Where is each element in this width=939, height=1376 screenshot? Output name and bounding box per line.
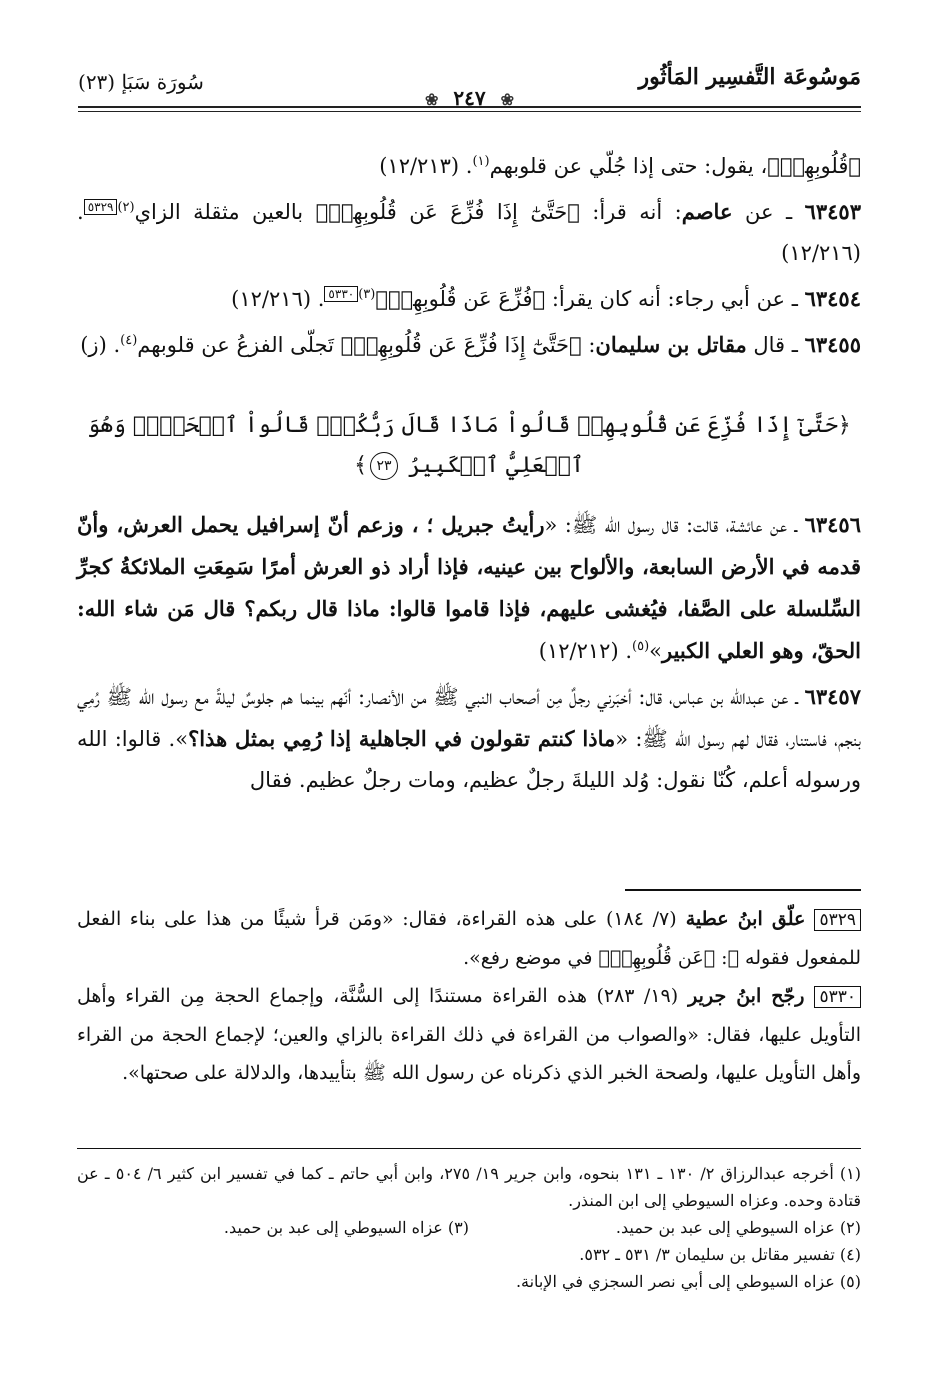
volume-reference: (١٢/٢١٦) <box>781 241 861 265</box>
footnote-marker: (٣) <box>358 287 376 302</box>
hadith-number: ٦٣٤٥٥ <box>804 332 861 357</box>
paragraph: ٦٣٤٥٥ ـ قال مقاتل بن سليمان: ﴿حَتَّىٰٓ إِذَا فُزِّعَ عَن قُلُوبِهِمۡ﴾ تَجلّى الفزعُ عن قلوبهم$^{(٤)}$. (ز) <box>80 332 861 357</box>
quran-verse: ﴿حَتَّىٰٓ إِذَا فُزِّعَ عَن قُلُوبِهِمۡ قَالُواْ مَاذَا قَالَ رَبُّكُمۡۖ قَالُواْ ٱلۡحَقَّۖ وَهُوَ ٱلۡعَلِيُّ ٱلۡكَبِيرُ ٢٣﴾ <box>87 413 851 478</box>
note-box-number: ٥٣٢٩ <box>814 909 861 931</box>
footnote-marker: (٥) <box>632 639 650 654</box>
footnote: (٤) تفسير مقاتل بن سليمان ٣/ ٥٣١ ـ ٥٣٢. <box>579 1245 861 1264</box>
hadith-number: ٦٣٤٥٣ <box>804 199 861 224</box>
note-author: رجّح ابنُ جرير <box>678 985 815 1007</box>
footnote: (٥) عزاه السيوطي إلى أبي نصر السجزي في الإبانة. <box>515 1272 861 1291</box>
footnote-marker: (٢) <box>117 200 135 215</box>
volume-reference: (١٢/٢١٢) <box>538 639 619 663</box>
verse-number: ٢٣ <box>370 452 398 480</box>
hadith-text: ماذا كنتم تقولون في الجاهلية إذا رُمِي بمثل هذا؟ <box>188 726 616 751</box>
hadith-number: ٦٣٤٥٧ <box>804 684 861 709</box>
paragraph: ٦٣٤٥٣ ـ عن عاصم: أنه قرأ: ﴿حَتَّىٰٓ إِذَا فُزِّعَ عَن قُلُوبِهِمۡ﴾ بالعين مثقلة الزاي$^{(٢)٥٣٢٩}$. (١٢/٢١٦) <box>77 199 861 265</box>
paragraph: ﴿قُلُوبِهِمۡ﴾، يقول: حتى إذا جُلّي عن قلوبهم$^{(١)}$. (١٢/٢١٣) <box>379 154 861 178</box>
editor-note: ٥٣٢٩ علّق ابنُ عطية (٧/ ١٨٤) على هذه القراءة، فقال: «ومَن قرأ شيئًا من هذا على بناء الفعل للمفعول فقوله ﷻ: ﴿عَن قُلُوبِهِمۡ﴾ في موضع رفع». <box>77 908 861 969</box>
footnote-marker: (١) <box>472 154 490 169</box>
narrator-name: عاصم <box>681 199 733 224</box>
main-text <box>77 146 861 805</box>
header-rule <box>78 106 861 108</box>
paragraph: ٦٣٤٥٤ ـ عن أبي رجاء: أنه كان يقرأ: ﴿فُزِّعَ عَن قُلُوبِهِمۡ﴾$^{(٣)٥٣٣٠}$. (١٢/٢١٦) <box>231 286 861 311</box>
page-header <box>78 58 861 110</box>
volume-reference: (١٢/٢١٦) <box>231 287 312 311</box>
footnote-row <box>77 1214 861 1241</box>
narrator-name: مقاتل بن سليمان <box>595 332 747 357</box>
footnote-marker: (٤) <box>120 333 138 348</box>
note-box-number: ٥٣٢٩ <box>84 199 118 215</box>
footnote: (٢) عزاه السيوطي إلى عبد بن حميد. <box>615 1218 861 1237</box>
book-title: مَوسُوعَة التَّفسِير المَأثُور <box>638 64 861 90</box>
volume-reference: (ز) <box>80 333 107 357</box>
note-box-number: ٥٣٣٠ <box>324 286 358 302</box>
volume-reference: (١٢/٢١٣) <box>379 154 460 178</box>
footnotes <box>77 1160 861 1295</box>
hadith-text: رأيتُ جبريل ؛ ، وزعم أنّ إسرافيل يحمل العرش، وأنّ قدمه في الأرض السابعة، والألواح بين عينيه، فإذا أراد ذو العرش أمرًا سَمِعَتِ الملائكةُ كجرِّ السِّلسلة على الصَّفا، فيُغشى عليهم، فإذا قاموا قالوا: ماذا قال ربكم؟ قال مَن شاء الله: الحقّ، وهو العلي الكبير <box>77 512 861 663</box>
paragraph: ٦٣٤٥٧ ـ عن عبدالله بن عباس، قال: أخبَرني رجلٌ مِن أصحاب النبي ﷺ من الأنصار: أنّهم بينما هم جلوسٌ ليلةً مع رسول الله ﷺ رُمِي بنجم، فاستنار، فقال لهم رسول الله ﷺ: «ماذا كنتم تقولون في الجاهلية إذا رُمِي بمثل هذا؟». قالوا: الله ورسوله أعلم، كُنّا نقول: وُلد الليلةَ رجلٌ عظيم، ومات رجلٌ عظيم. فقال <box>77 684 861 792</box>
paragraph: ٦٣٤٥٦ ـ عن عائشة، قالت: قال رسول الله ﷺ: «رأيتُ جبريل ؛ ، وزعم أنّ إسرافيل يحمل العرش، وأنّ قدمه في الأرض السابعة، والألواح بين عينيه، فإذا أراد ذو العرش أمرًا سَمِعَتِ الملائكةُ كجرِّ السِّلسلة على الصَّفا، فيُغشى عليهم، فإذا قاموا قالوا: ماذا قال ربكم؟ قال مَن شاء الله: الحقّ، وهو العلي الكبير»$^{(٥)}$. (١٢/٢١٢) <box>77 512 861 663</box>
editor-notes <box>77 900 861 1092</box>
footnotes-separator <box>77 1148 861 1149</box>
surah-label: سُورَة سَبَإ (٢٣) <box>78 70 204 94</box>
ornament-icon: ❀ <box>425 90 439 109</box>
page-number: ٢٤٧ <box>453 86 486 110</box>
footnote: (٣) عزاه السيوطي إلى عبد بن حميد. <box>223 1218 469 1237</box>
hadith-number: ٦٣٤٥٤ <box>804 286 861 311</box>
editor-note: ٥٣٣٠ رجّح ابنُ جرير (١٩/ ٢٨٣) هذه القراءة مستندًا إلى السُّنَّة، وإجماع الحجة مِن القراء وأهل التأويل عليها، فقال: «والصواب من القراءة في ذلك القراءة بالزاي والعين؛ لإجماع الحجة من القراء وأهل التأويل عليها، ولصحة الخبر الذي ذكرناه عن رسول الله ﷺ بتأييدها، والدلالة على صحتها». <box>77 985 861 1084</box>
notes-separator <box>625 889 861 891</box>
note-author: علّق ابنُ عطية <box>676 908 815 930</box>
header-rule-thin <box>78 111 861 112</box>
hadith-number: ٦٣٤٥٦ <box>804 512 861 537</box>
note-box-number: ٥٣٣٠ <box>814 986 861 1008</box>
ornament-icon: ❀ <box>500 90 514 109</box>
footnote: (١) أخرجه عبدالرزاق ٢/ ١٣٠ ـ ١٣١ بنحوه، وابن جرير ١٩/ ٢٧٥، وابن أبي حاتم ـ كما في تفسير ابن كثير ٦/ ٥٠٤ ـ عن قتادة وحده. وعزاه السيوطي إلى ابن المنذر. <box>77 1164 862 1210</box>
